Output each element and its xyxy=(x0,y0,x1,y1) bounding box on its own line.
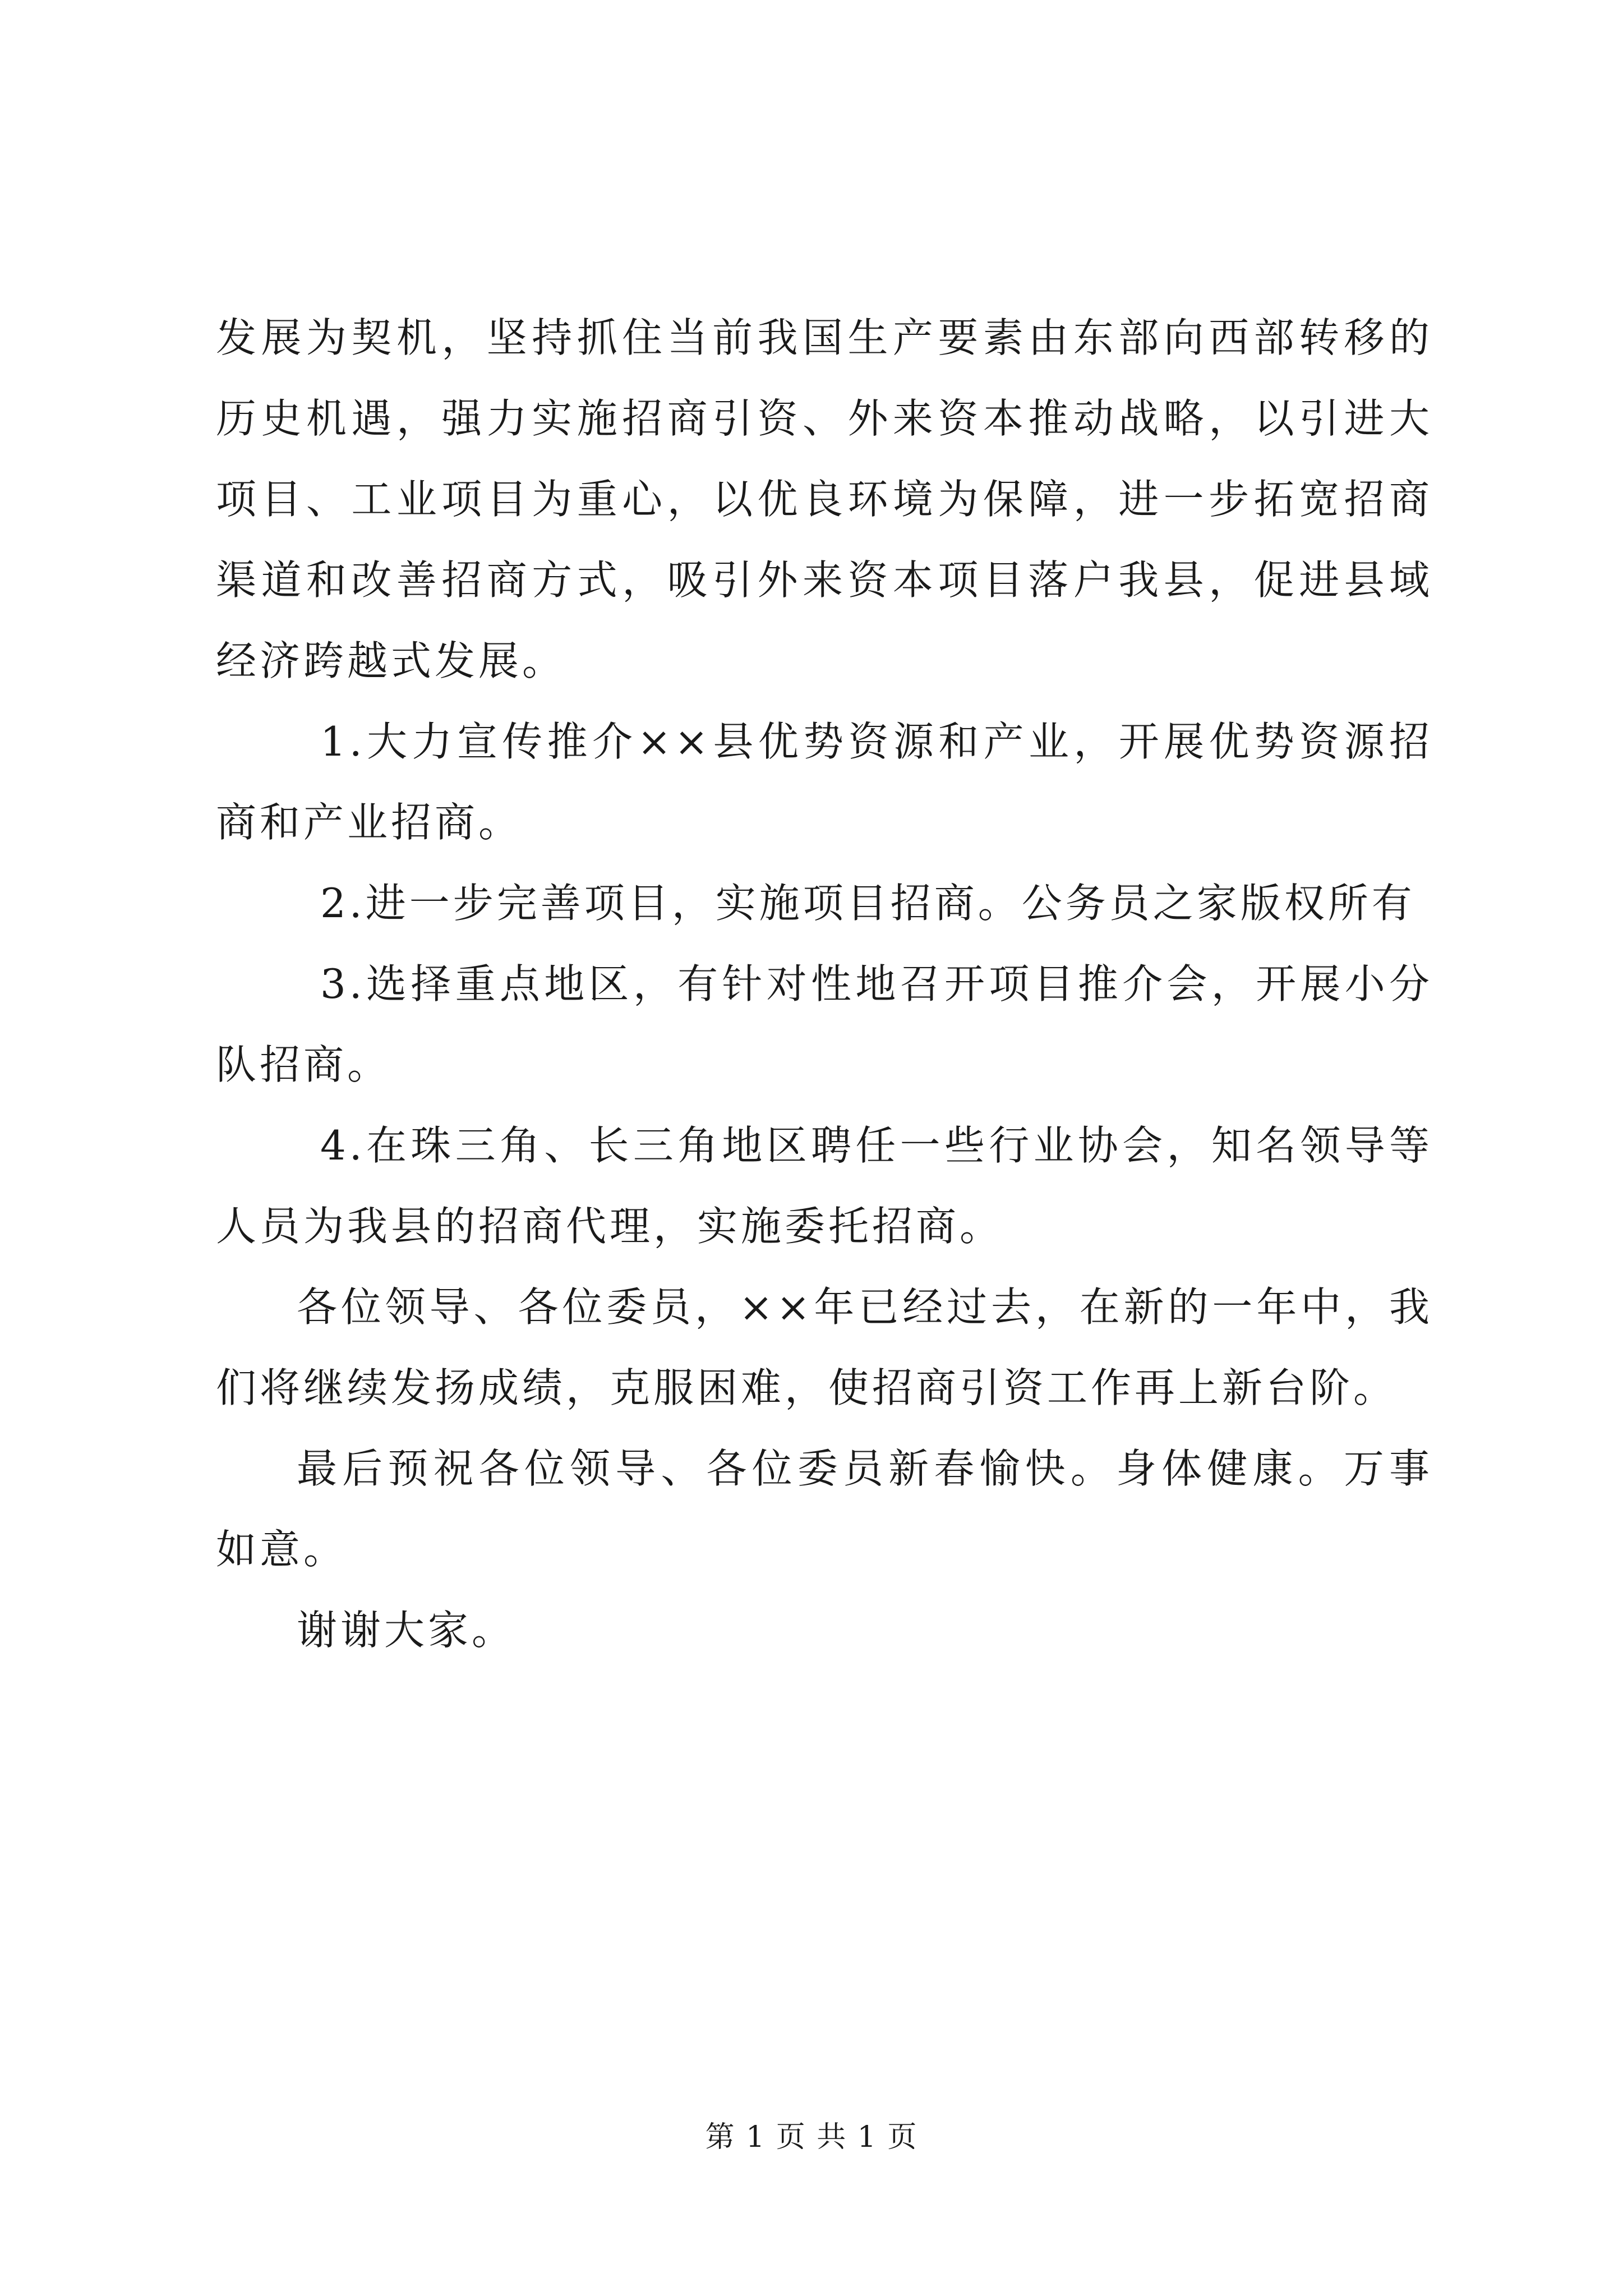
document-body xyxy=(216,297,1433,1671)
paragraph-wishes: 最后预祝各位领导、各位委员新春愉快。身体健康。万事如意。 xyxy=(216,1445,1433,1573)
list-item-3: 3.选择重点地区，有针对性地召开项目推介会，开展小分队招商。 xyxy=(216,960,1433,1088)
list-item-1: 1.大力宣传推介××县优势资源和产业，开展优势资源招商和产业招商。 xyxy=(216,718,1433,846)
list-item-2: 2.进一步完善项目，实施项目招商。公务员之家版权所有 xyxy=(320,880,1415,927)
paragraph-continuation: 发展为契机，坚持抓住当前我国生产要素由东部向西部转移的历史机遇，强力实施招商引资、外来资本推动战略，以引进大项目、工业项目为重心，以优良环境为保障，进一步拓宽招商渠道和改善招商方式，吸引外来资本项目落户我县，促进县域经济跨越式发展。 xyxy=(216,314,1433,684)
paragraph-thanks: 谢谢大家。 xyxy=(297,1607,516,1654)
paragraph-closing: 各位领导、各位委员，××年已经过去，在新的一年中，我们将继续发扬成绩，克服困难，使招商引资工作再上新台阶。 xyxy=(216,1283,1433,1411)
page-footer: 第 1 页 共 1 页 xyxy=(705,2120,918,2154)
list-item-4: 4.在珠三角、长三角地区聘任一些行业协会，知名领导等人员为我县的招商代理，实施委托招商。 xyxy=(216,1122,1433,1250)
